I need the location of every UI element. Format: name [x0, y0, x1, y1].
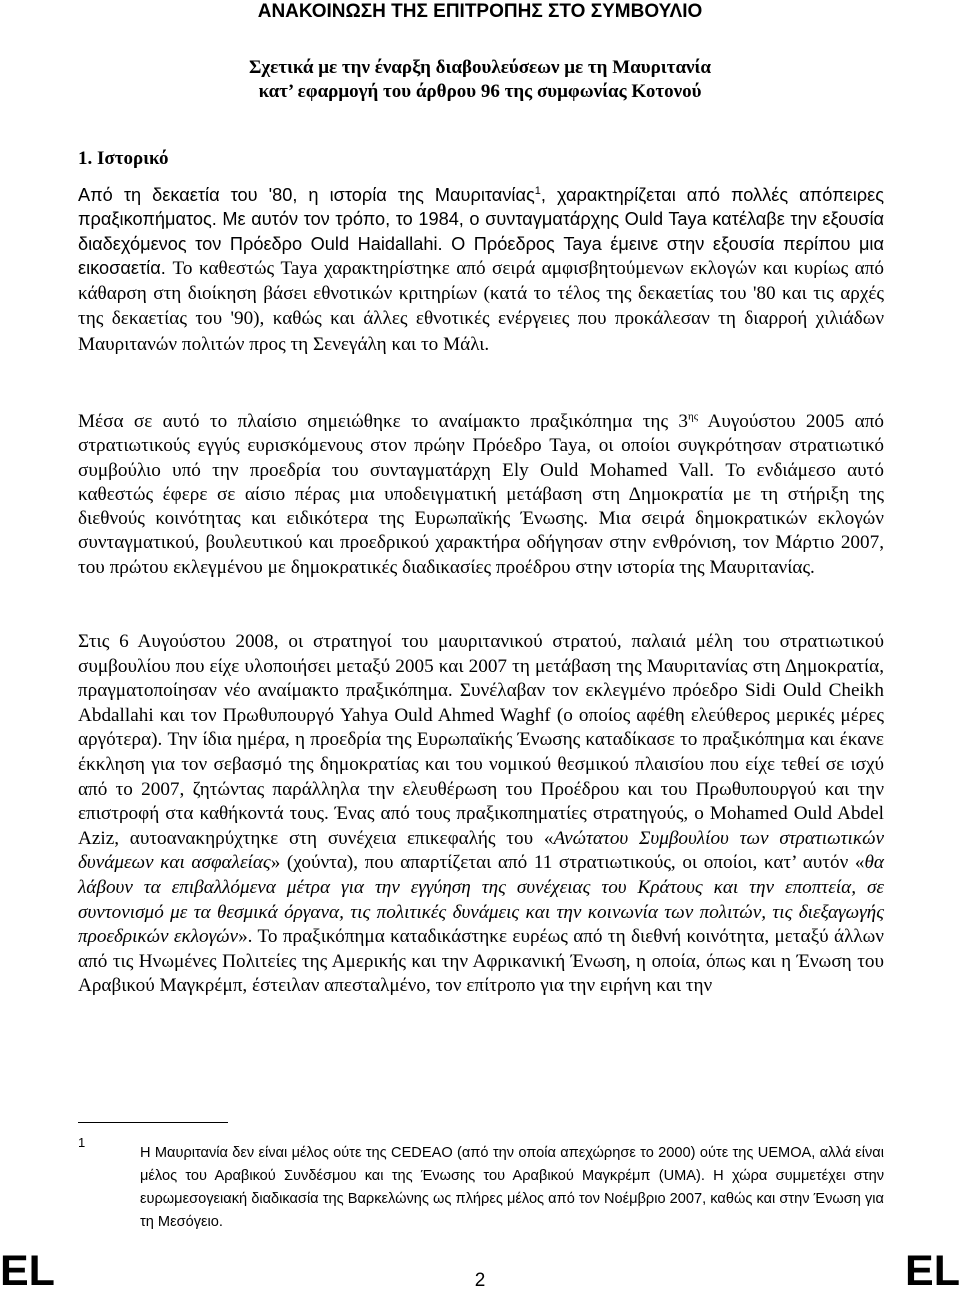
paragraph-2-text-a: Μέσα σε αυτό το πλαίσιο σημειώθηκε το αναίμακτο πραξικόπημα της 3: [78, 411, 689, 432]
paragraph-3-text-c: ». Το πραξικόπημα καταδικάστηκε ευρέως από τη διεθνή κοινότητα, μεταξύ άλλων από τις Ηνωμένες Πολιτείες της Αμερικής και την Αφρικανική Ένωση, η οποία, όπως και η Ένωση του Αραβικού Μαγκρέμπ, έστειλαν απεσταλμένο, τον επίτροπο για την ειρήνη και την: [78, 926, 884, 997]
paragraph-2-superscript: ης: [688, 410, 699, 423]
footnote-reference: 1: [534, 184, 541, 197]
page-number: 2: [474, 1270, 486, 1291]
paragraph-3-italic-2: θα λάβουν τα επιβαλλόμενα μέτρα για την εγγύηση της συνέχειας του Κράτους και την εποπτεία, σε συντονισμό με τα θεσμικά όργανα, τις πολιτικές δυνάμεις και την κοινωνία των πολιτών, τις διεξαγωγής προεδρικών εκλογών: [78, 852, 884, 948]
paragraph-3-text-a: Στις 6 Αυγούστου 2008, οι στρατηγοί του μαυριτανικού στρατού, παλαιά μέλη του στρατιωτικού συμβουλίου που είχε υλοποιήσει μεταξύ 2005 και 2007 τη μετάβαση της Μαυριτανίας στη Δημοκρατία, πραγματοποίησαν νέο αναίμακτο πραξικόπημα. Συνέλαβαν τον εκλεγμένο πρόεδρο Sidi Ould Cheikh Abdallahi και τον Πρωθυπουργό Yahya Ould Ahmed Waghf (ο οποίος αφέθη ελεύθερος μερικές μέρες αργότερα). Την ίδια ημέρα, η προεδρία της Ευρωπαϊκής Ένωσης καταδίκασε το πραξικόπημα και έκανε έκκληση για τον σεβασμό της δημοκρατίας και του νομικού θεσμικού πλαισίου που είχε τεθεί σε ισχύ από το 2007, ζητώντας παράλληλα την ελευθέρωση του Προέδρου και του Πρωθυπουργού και την επιστροφή στα καθήκοντά τους. Ένας από τους πραξικοπηματίες στρατηγούς, ο Mohamed Ould Abdel Aziz, αυτοανακηρύχτηκε στη συνέχεια επικεφαλής του «: [78, 631, 884, 849]
paragraph-1-text-a: Από τη δεκαετία του '80, η ιστορία της Μαυριτανίας: [78, 185, 535, 205]
footnote-number: 1: [78, 1135, 86, 1150]
paragraph-1-text-c: Το καθεστώς Taya χαρακτηρίστηκε από σειρά αμφισβητούμενων εκλογών και κυρίως από κάθαρση στη διοίκηση βάσει εθνοτικών κριτηρίων (κατά το τέλος της δεκαετίας του '80 και τις αρχές της δεκαετίας του '90), καθώς και άλλες εθνοτικές ενέργειες που προκάλεσαν τη διαρροή χιλιάδων Μαυριτανών πολιτών προς τη Σενεγάλη και το Μάλι.: [78, 257, 884, 355]
document-title: ΑΝΑΚΟΙΝΩΣΗ ΤΗΣ ΕΠΙΤΡΟΠΗΣ ΣΤΟ ΣΥΜΒΟΥΛΙΟ: [257, 1, 703, 22]
document-subtitle-line-2: κατ’ εφαρμογή του άρθρου 96 της συμφωνίας Κοτονού: [258, 81, 702, 102]
paragraph-2-text-b: Αυγούστου 2005 από στρατιωτικούς εγγύς ευρισκόμενους στον πρώην Πρόεδρο Taya, οι οποίοι συγκρότησαν στρατιωτικό συμβούλιο υπό την προεδρία του συνταγματάρχη Ely Ould Mohamed Vall. Το ενδιάμεσο αυτό καθεστώς έφερε σε αίσιο πέρας μια υποδειγματική μετάβαση στη Δημοκρατία με τη στήριξη της διεθνούς κοινότητας και ειδικότερα της Ευρωπαϊκής Ένωσης. Μια σειρά δημοκρατικών εκλογών συνταγματικού, βουλευτικού και προεδρικού χαρακτήρα οδήγησαν στην ενθρόνιση, τον Μάρτιο 2007, του πρώτου εκλεγμένου με δημοκρατικές διαδικασίες προέδρου στην ιστορία της Μαυριτανίας.: [78, 411, 884, 578]
paragraph-1: [78, 183, 884, 357]
document-subtitle-line-1: Σχετικά με την έναρξη διαβουλεύσεων με τη Μαυριτανία: [248, 57, 712, 78]
section-heading: 1. Ιστορικό: [78, 148, 169, 169]
paragraph-3: [78, 630, 884, 999]
language-code-right: EL: [905, 1247, 960, 1295]
paragraph-2: [78, 410, 884, 580]
footnote-text: Η Μαυριτανία δεν είναι μέλος ούτε της CEDEAO (από την οποία απεχώρησε το 2000) ούτε της UEMOA, αλλά είναι μέλος του Αραβικού Συνδέσμου και της Ένωσης του Αραβικού Μαγκρέμπ (UMA). Η χώρα συμμετέχει στην ευρωμεσογειακή διαδικασία της Βαρκελώνης ως πλήρες μέλος από τον Νοέμβριο 2007, καθώς και στην Ένωση για τη Μεσόγειο.: [140, 1145, 884, 1230]
paragraph-3-text-b: » (χούντα), που απαρτίζεται από 11 στρατιωτικούς, οι οποίοι, κατ’ αυτόν «: [270, 852, 865, 874]
language-code-left: EL: [0, 1247, 55, 1295]
footnote-separator: [78, 1122, 228, 1123]
paragraph-3-italic-1: Ανώτατου Συμβουλίου των στρατιωτικών δυνάμεων και ασφαλείας: [78, 827, 884, 874]
paragraph-1-text-b: , χαρακτηρίζεται από πολλές απόπειρες πραξικοπήματος. Με αυτόν τον τρόπο, το 1984, ο συνταγματάρχης Ould Taya κατέλαβε την εξουσία διαδεχόμενος τον Πρόεδρο Ould Haidallahi. Ο Πρόεδρος Taya έμεινε στην εξουσία περίπου μια εικοσαετία.: [78, 185, 884, 278]
